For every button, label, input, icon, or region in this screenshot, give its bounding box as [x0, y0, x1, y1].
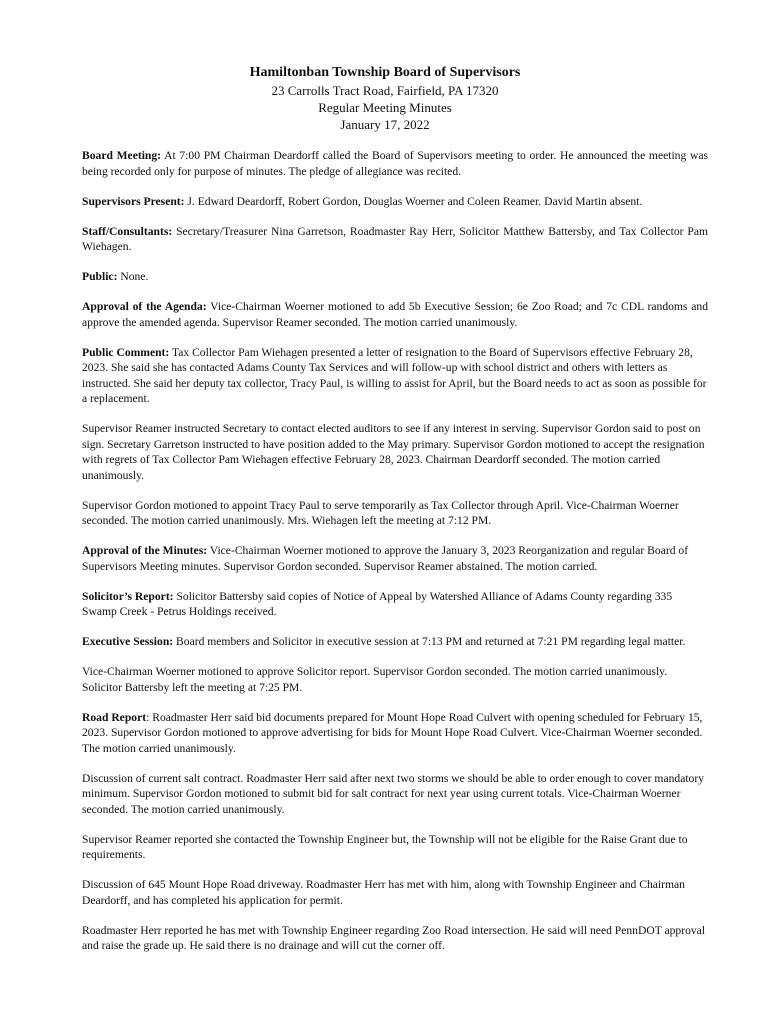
- section-label: Solicitor’s Report:: [82, 589, 174, 603]
- paragraph-supervisors-present: [82, 194, 708, 210]
- paragraph-appoint-tax-collector: [82, 498, 708, 529]
- paragraph-text: Vice-Chairman Woerner motioned to approve Solicitor report. Supervisor Gordon seconded. The motion carried unanimously. Solicitor Battersby left the meeting at 7:25 PM.: [82, 665, 668, 694]
- paragraph-approval-minutes: [82, 543, 708, 574]
- section-label: Supervisors Present:: [82, 194, 185, 208]
- paragraph-public: [82, 269, 708, 285]
- document-title: Hamiltonban Township Board of Supervisors: [249, 65, 521, 80]
- paragraph-text: Roadmaster Herr reported he has met with Township Engineer regarding Zoo Road intersection. He said will need PennDOT approval and raise the grade up. He said there is no drainage and will cut the corner off.: [82, 923, 706, 952]
- paragraph-text: Vice-Chairman Woerner motioned to add 5b Executive Session; 6e Zoo Road; and 7c CDL randoms and approve the amended agenda. Supervisor Reamer seconded. The motion carried unanimously.: [82, 300, 708, 329]
- paragraph-text: Vice-Chairman Woerner motioned to approve the January 3, 2023 Reorganization and regular Board of Supervisors Meeting minutes. Supervisor Gordon seconded. Supervisor Reamer abstained. The motion carried.: [82, 544, 689, 573]
- paragraph-text: None.: [117, 270, 149, 283]
- paragraph-text: J. Edward Deardorff, Robert Gordon, Douglas Woerner and Coleen Reamer. David Martin absent.: [184, 194, 643, 208]
- section-label: Executive Session:: [82, 635, 174, 648]
- document-header: [0, 64, 770, 133]
- paragraph-public-comment: [82, 345, 708, 407]
- paragraph-solicitor-report: [82, 589, 708, 620]
- section-label: Public:: [82, 270, 118, 283]
- minutes-body: [82, 148, 708, 968]
- paragraph-text: Supervisor Reamer instructed Secretary to contact elected auditors to see if any interest in serving. Supervisor Gordon said to post on sign. Secretary Garretson instructed to have position added to the May primary. Supervisor Gordon motioned to accept the resignation with regrets of Tax Collector Pam Wiehagen effective February 28, 2023. Chairman Deardorff seconded. The motion carried unanimously.: [82, 422, 705, 482]
- paragraph-text: Tax Collector Pam Wiehagen presented a letter of resignation to the Board of Supervisors effective February 28, 2023. She said she has contacted Adams County Tax Services and will follow-up with school district and others with letters as instructed. She said her deputy tax collector, Tracy Paul, is willing to assist for April, but the Board needs to act as soon as possible for a replacement.: [82, 345, 707, 405]
- paragraph-text: Supervisor Reamer reported she contacted the Township Engineer but, the Township will not be eligible for the Raise Grant due to requirements.: [82, 832, 688, 861]
- meeting-type: Regular Meeting Minutes: [318, 100, 452, 115]
- paragraph-text: At 7:00 PM Chairman Deardorff called the Board of Supervisors meeting to order. He announced the meeting was being recorded only for purpose of minutes. The pledge of allegiance was recited.: [82, 149, 708, 178]
- paragraph-text: Solicitor Battersby said copies of Notice of Appeal by Watershed Alliance of Adams County regarding 335 Swamp Creek - Petrus Holdings received.: [82, 589, 673, 618]
- paragraph-driveway: [82, 877, 708, 908]
- meeting-date: January 17, 2022: [340, 117, 430, 132]
- paragraph-text: Discussion of current salt contract. Roadmaster Herr said after next two storms we should be able to order enough to cover mandatory minimum. Supervisor Gordon motioned to submit bid for salt contract for next year using current totals. Vice-Chairman Woerner seconded. The motion carried unanimously.: [82, 771, 705, 816]
- section-label: Approval of the Agenda:: [82, 300, 207, 313]
- paragraph-staff-consultants: [82, 224, 708, 255]
- section-label: Approval of the Minutes:: [82, 544, 208, 557]
- paragraph-zoo-road: [82, 923, 708, 954]
- paragraph-text: Board members and Solicitor in executive session at 7:13 PM and returned at 7:21 PM regarding legal matter.: [173, 635, 686, 648]
- section-label: Board Meeting:: [82, 149, 162, 162]
- paragraph-raise-grant: [82, 832, 708, 863]
- section-label: Staff/Consultants:: [82, 224, 173, 238]
- paragraph-text: Supervisor Gordon motioned to appoint Tracy Paul to serve temporarily as Tax Collector through April. Vice-Chairman Woerner seconded. The motion carried unanimously. Mrs. Wiehagen left the meeting at 7:12 PM.: [82, 498, 679, 527]
- paragraph-auditors: [82, 421, 708, 483]
- paragraph-text: Discussion of 645 Mount Hope Road driveway. Roadmaster Herr has met with him, along with Township Engineer and Chairman Deardorff, and has completed his application for permit.: [82, 878, 685, 907]
- paragraph-approve-solicitor: [82, 664, 708, 695]
- paragraph-board-meeting: [82, 148, 708, 179]
- section-label: Road Report: [82, 710, 147, 724]
- paragraph-executive-session: [82, 634, 708, 650]
- paragraph-salt-contract: [82, 771, 708, 818]
- township-address: 23 Carrolls Tract Road, Fairfield, PA 17320: [271, 83, 499, 98]
- paragraph-text: : Roadmaster Herr said bid documents prepared for Mount Hope Road Culvert with opening scheduled for February 15, 2023. Supervisor Gordon motioned to approve advertising for bids for Mount Hope Road Culvert. Vice-Chairman Woerner seconded. The motion carried unanimously.: [82, 710, 703, 755]
- paragraph-approval-agenda: [82, 299, 708, 330]
- section-label: Public Comment:: [82, 345, 170, 359]
- paragraph-text: Secretary/Treasurer Nina Garretson, Roadmaster Ray Herr, Solicitor Matthew Battersby, and Tax Collector Pam Wiehagen.: [82, 224, 708, 253]
- paragraph-road-report: [82, 710, 708, 757]
